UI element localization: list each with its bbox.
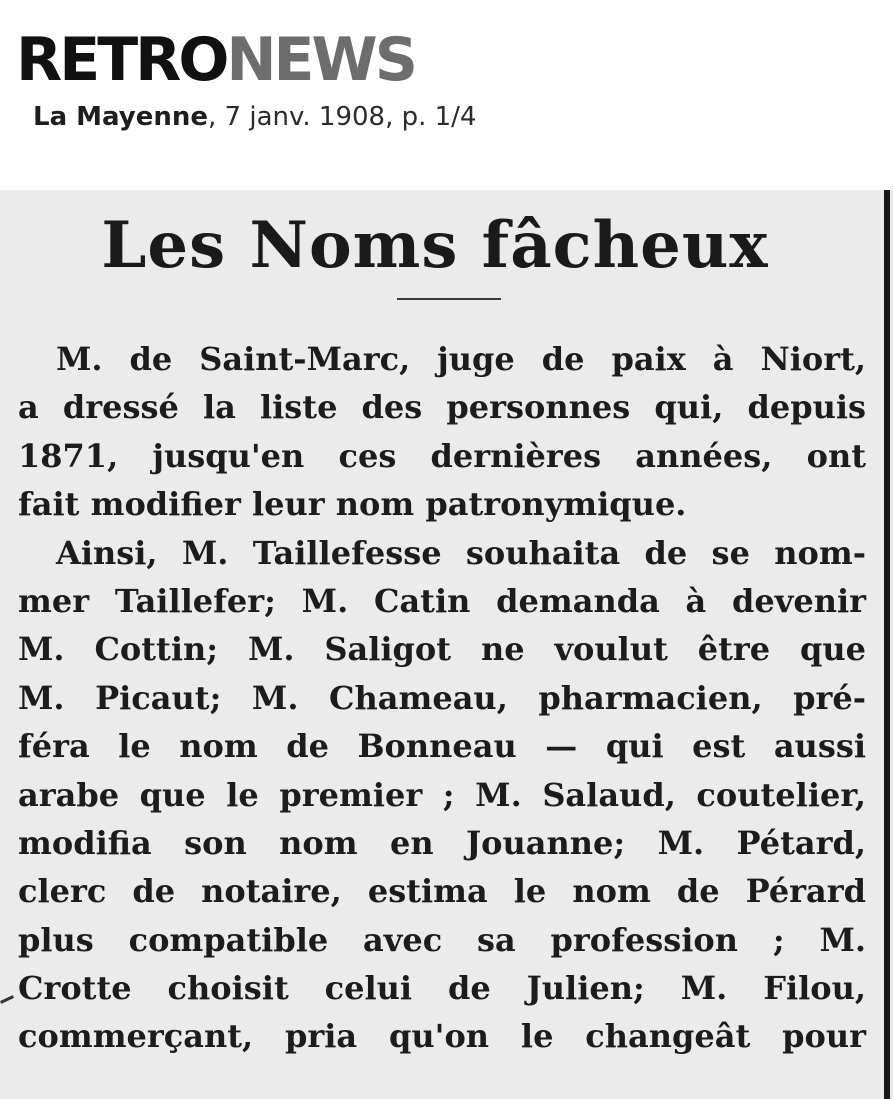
article-line: commerçant, pria qu'on le changeât pour <box>18 1017 866 1056</box>
article-line: clerc de notaire, estima le nom de Pérard <box>18 872 866 911</box>
article-headline: Les Noms fâcheux <box>101 208 769 283</box>
headline-divider <box>397 298 501 300</box>
article-line: arabe que le premier ; M. Salaud, coutelier, <box>18 775 866 814</box>
column-rule <box>884 190 890 1099</box>
source-citation <box>33 102 476 132</box>
publication-date-page: , 7 janv. 1908, p. 1/4 <box>208 102 477 132</box>
article-line: M. Cottin; M. Saligot ne voulut être que <box>18 630 866 669</box>
article-line: féra le nom de Bonneau — qui est aussi <box>18 727 866 766</box>
header <box>0 0 893 190</box>
publication-name: La Mayenne <box>33 102 209 132</box>
article-line: fait modifier leur nom patronymique. <box>18 485 687 524</box>
article-line: 1871, jusqu'en ces dernières années, ont <box>18 436 866 475</box>
article-line: M. Picaut; M. Chameau, pharmacien, pré- <box>18 678 866 717</box>
logo-news: NEWS <box>226 25 415 95</box>
newspaper-clipping <box>0 190 893 1099</box>
article-line: Crotte choisit celui de Julien; M. Filou, <box>18 969 866 1008</box>
article-body <box>18 335 866 1061</box>
article-line: Ainsi, M. Taillefesse souhaita de se nom- <box>56 533 866 572</box>
article-line: plus compatible avec sa profession ; M. <box>18 920 866 959</box>
article-line: a dressé la liste des personnes qui, depuis <box>18 388 866 427</box>
article-line: modifia son nom en Jouanne; M. Pétard, <box>18 823 866 862</box>
article-line: M. de Saint-Marc, juge de paix à Niort, <box>56 340 866 378</box>
logo-retro: RETRO <box>16 25 227 95</box>
retronews-logo[interactable] <box>16 25 415 95</box>
article-line: mer Taillefer; M. Catin demanda à devenir <box>18 581 866 620</box>
margin-mark <box>0 995 14 1004</box>
